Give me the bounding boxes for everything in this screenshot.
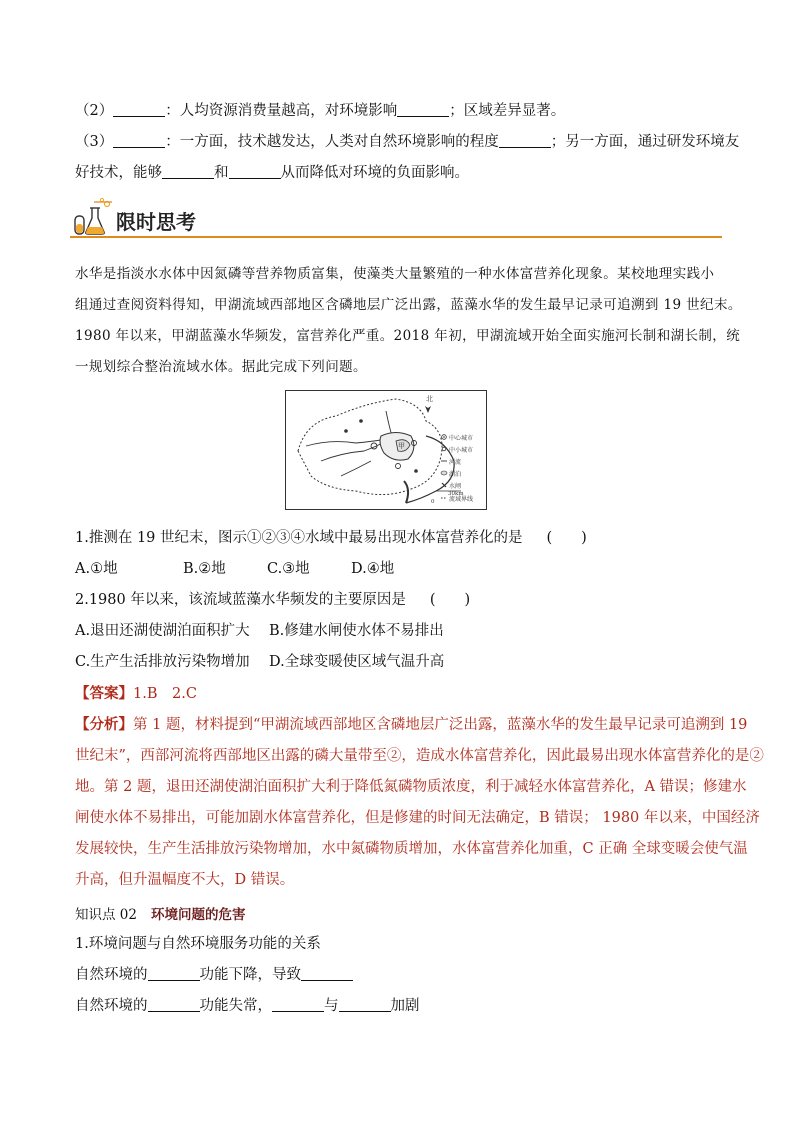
- analysis-line: 世纪末”，西部河流将西部地区出露的磷大量带至②，造成水体富营养化，因此最易出现水体富营养化的是②: [75, 748, 764, 764]
- blank[interactable]: [113, 102, 165, 117]
- relation-line-1: [75, 965, 724, 985]
- material-line: 组通过查阅资料得知，甲湖流域西部地区含磷地层广泛出露，蓝藻水华的发生最早记录可追溯到 19 世纪末。: [75, 297, 742, 313]
- rel-pre: 自然环境的: [75, 998, 148, 1014]
- option[interactable]: A.退田还湖使湖泊面积扩大: [75, 623, 250, 639]
- material-line: 水华是指淡水水体中因氮磷等营养物质富集，使藻类大量繁殖的一种水体富营养化现象。某校地理实践小: [75, 266, 715, 282]
- q3-line-2: [75, 163, 724, 183]
- relation-title: 1.环境问题与自然环境服务功能的关系: [75, 936, 321, 952]
- relation-line-2: [75, 996, 724, 1016]
- q3b-pre: 好技术，能够: [75, 165, 162, 181]
- blank[interactable]: [397, 102, 449, 117]
- blank[interactable]: [301, 966, 353, 981]
- option[interactable]: C.生产生活排放污染物增加: [75, 654, 250, 670]
- q3-text: ：一方面，技术越发达，人类对自然环境影响的程度: [165, 134, 499, 150]
- basin-map: [285, 390, 487, 510]
- q2-line: [75, 101, 724, 121]
- q2-text: ：人均资源消费量越高，对环境影响: [165, 103, 398, 119]
- analysis-tag: 【分析】: [75, 716, 133, 733]
- option[interactable]: C.③地: [267, 561, 310, 577]
- north-label: 北: [426, 395, 433, 403]
- q3-end: ；另一方面，通过研发环境友: [550, 134, 740, 150]
- legend-label: 湖泊: [449, 471, 462, 478]
- blank[interactable]: [339, 997, 391, 1012]
- rel-mid: 功能下降，导致: [199, 967, 301, 983]
- blank[interactable]: [113, 133, 165, 148]
- legend-label: 流域界线: [449, 496, 474, 503]
- analysis-line: [75, 715, 748, 735]
- legend-label: 中心城市: [449, 435, 474, 442]
- question-2-options: [75, 621, 724, 641]
- material-line: 1980 年以来，甲湖蓝藻水华频发，富营养化严重。2018 年初，甲湖流域开始全面实施河长制和湖长制，统: [75, 328, 741, 344]
- option[interactable]: D.④地: [351, 561, 395, 577]
- basin-map-drawing: [286, 391, 486, 509]
- rel-end: 加剧: [390, 998, 420, 1014]
- legend-label: 中小城市: [449, 447, 474, 454]
- legend-label: 河流: [449, 459, 462, 466]
- lake-label: 甲: [398, 442, 405, 450]
- option[interactable]: A.①地: [75, 561, 118, 577]
- legend-label: 水闸: [449, 483, 462, 490]
- blank[interactable]: [148, 997, 200, 1012]
- answer-paren: ( ): [546, 530, 587, 546]
- section-divider: [70, 236, 722, 238]
- rel-mid: 功能失常，: [199, 998, 272, 1014]
- q3-number: （3）: [75, 134, 114, 150]
- q3b-mid: 和: [214, 165, 229, 181]
- answer-tag: 【答案】: [75, 685, 133, 702]
- scale-label: 30km: [448, 491, 464, 497]
- scale-zero: 0: [431, 499, 435, 505]
- q3-line-1: [75, 132, 740, 152]
- knowledge-title: 环境问题的危害: [150, 907, 246, 923]
- question-1: [75, 528, 724, 548]
- question-1-options: [75, 559, 724, 579]
- blank[interactable]: [499, 133, 551, 148]
- analysis-line: 地。第 2 题，退田还湖使湖泊面积扩大利于降低氮磷物质浓度，利于减轻水体富营养化，A 错误；修建水: [75, 779, 747, 795]
- question-stem: 2.1980 年以来，该流域蓝藻水华频发的主要原因是: [75, 592, 406, 608]
- blank[interactable]: [162, 164, 214, 179]
- section-title: 限时思考: [116, 210, 196, 234]
- knowledge-point-heading: [75, 903, 245, 923]
- material-line: 一规划综合整治流域水体。据此完成下列问题。: [75, 359, 367, 375]
- q2-end: ；区域差异显著。: [449, 103, 566, 119]
- question-2: [75, 590, 724, 610]
- analysis-line: 升高，但升温幅度不大，D 错误。: [75, 872, 295, 888]
- blank[interactable]: [272, 997, 324, 1012]
- q3b-end: 从而降低对环境的负面影响。: [280, 165, 469, 181]
- analysis-line: 发展较快，生产生活排放污染物增加，水中氮磷物质增加，水体富营养化加重，C 正确 全球变暖会使气温: [75, 841, 748, 857]
- answer-paren: ( ): [429, 592, 471, 608]
- knowledge-number: 知识点 02: [75, 907, 137, 923]
- analysis-text: 第 1 题，材料提到“甲湖流域西部地区含磷地层广泛出露，蓝藻水华的发生最早记录可追溯到 19: [133, 717, 748, 733]
- section-header: [70, 196, 722, 240]
- analysis-line: 闸使水体不易排出，可能加剧水体富营养化，但是修建的时间无法确定，B 错误； 1980 年以来，中国经济: [75, 810, 760, 826]
- blank[interactable]: [229, 164, 281, 179]
- q2-number: （2）: [75, 103, 114, 119]
- rel-pre: 自然环境的: [75, 967, 148, 983]
- blank[interactable]: [148, 966, 200, 981]
- question-stem: 1.推测在 19 世纪末，图示①②③④水域中最易出现水体富营养化的是: [75, 530, 523, 546]
- option[interactable]: B.②地: [183, 561, 226, 577]
- option[interactable]: B.修建水闸使水体不易排出: [269, 623, 444, 639]
- lab-flask-icon: [72, 196, 114, 236]
- rel-mid2: 与: [324, 998, 339, 1014]
- question-2-options: [75, 652, 724, 672]
- option[interactable]: D.全球变暖使区域气温升高: [269, 654, 445, 670]
- answer-text: 1.B 2.C: [133, 686, 197, 702]
- answer-line: [75, 684, 724, 704]
